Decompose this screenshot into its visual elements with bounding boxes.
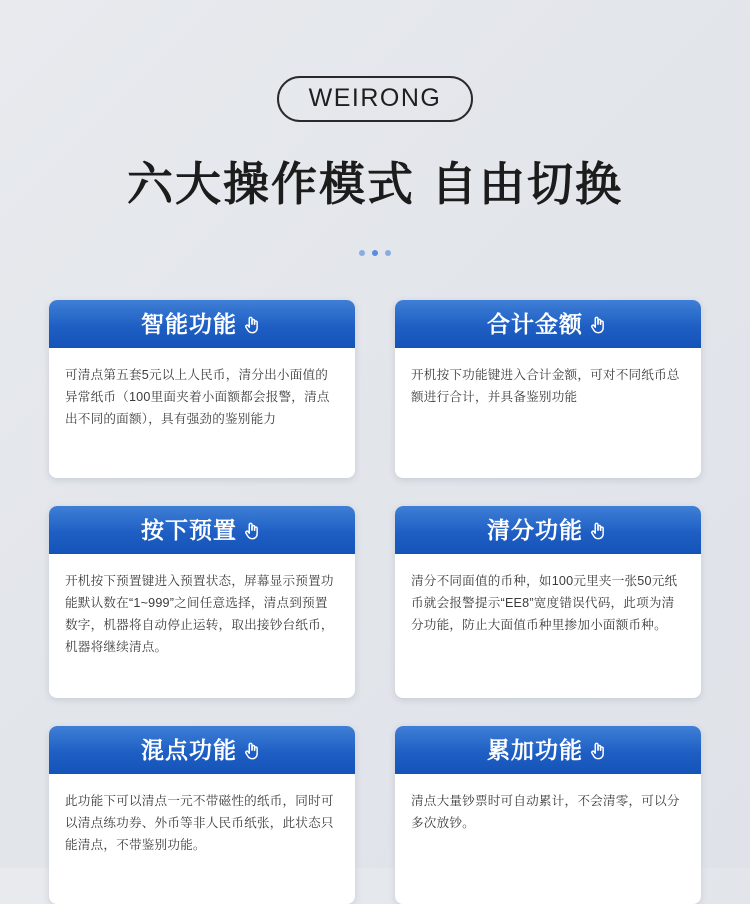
feature-card-body: 开机按下预置键进入预置状态，屏幕显示预置功能默认数在“1~999”之间任意选择，清点到预置数字，机器将自动停止运转，取出接钞台纸币，机器将继续清点。 xyxy=(65,574,334,655)
feature-card-body: 开机按下功能键进入合计金额，可对不同纸币总额进行合计，并具备鉴别功能 xyxy=(411,368,680,405)
feature-card-body: 清分不同面值的币种，如100元里夹一张50元纸币就会报警提示“EE8”宽度错误代码，此项为清分功能，防止大面值币种里掺加小面额币种。 xyxy=(411,574,678,633)
feature-card-title: 合计金额 xyxy=(487,310,583,337)
feature-card-title: 累加功能 xyxy=(487,736,583,763)
feature-card-header xyxy=(49,506,355,554)
decorative-dots xyxy=(0,250,750,256)
feature-card xyxy=(395,726,701,904)
feature-card-header xyxy=(395,300,701,348)
feature-card-header xyxy=(49,726,355,774)
feature-card-body: 可清点第五套5元以上人民币，清分出小面值的异常纸币（100里面夹着小面额都会报警，清点出不同的面额），具有强劲的鉴别能力 xyxy=(65,368,330,427)
hand-tap-icon xyxy=(241,314,263,336)
feature-card xyxy=(395,506,701,698)
page-title-part1: 六大操作模式 xyxy=(127,158,415,210)
hand-tap-icon xyxy=(587,520,609,542)
feature-card-title: 按下预置 xyxy=(141,516,237,543)
hand-tap-icon xyxy=(587,314,609,336)
feature-card xyxy=(49,300,355,478)
feature-card-header xyxy=(395,506,701,554)
feature-card-header xyxy=(395,726,701,774)
feature-card-header xyxy=(49,300,355,348)
feature-card-grid xyxy=(49,300,701,904)
brand-name: WEIRONG xyxy=(277,76,474,122)
feature-card-title: 智能功能 xyxy=(141,310,237,337)
feature-card-title: 混点功能 xyxy=(141,736,237,763)
hand-tap-icon xyxy=(241,740,263,762)
page-title-part2: 自由切换 xyxy=(431,158,623,210)
hand-tap-icon xyxy=(241,520,263,542)
dot-1 xyxy=(359,250,365,256)
feature-card xyxy=(49,506,355,698)
brand-banner xyxy=(0,0,750,122)
feature-card-body: 此功能下可以清点一元不带磁性的纸币，同时可以清点练功券、外币等非人民币纸张，此状态只能清点，不带鉴别功能。 xyxy=(65,794,334,853)
page-title xyxy=(0,148,750,214)
feature-card-title: 清分功能 xyxy=(487,516,583,543)
feature-card xyxy=(395,300,701,478)
dot-3 xyxy=(385,250,391,256)
dot-2 xyxy=(372,250,378,256)
feature-card xyxy=(49,726,355,904)
feature-card-body: 清点大量钞票时可自动累计，不会清零，可以分多次放钞。 xyxy=(411,794,680,831)
hand-tap-icon xyxy=(587,740,609,762)
